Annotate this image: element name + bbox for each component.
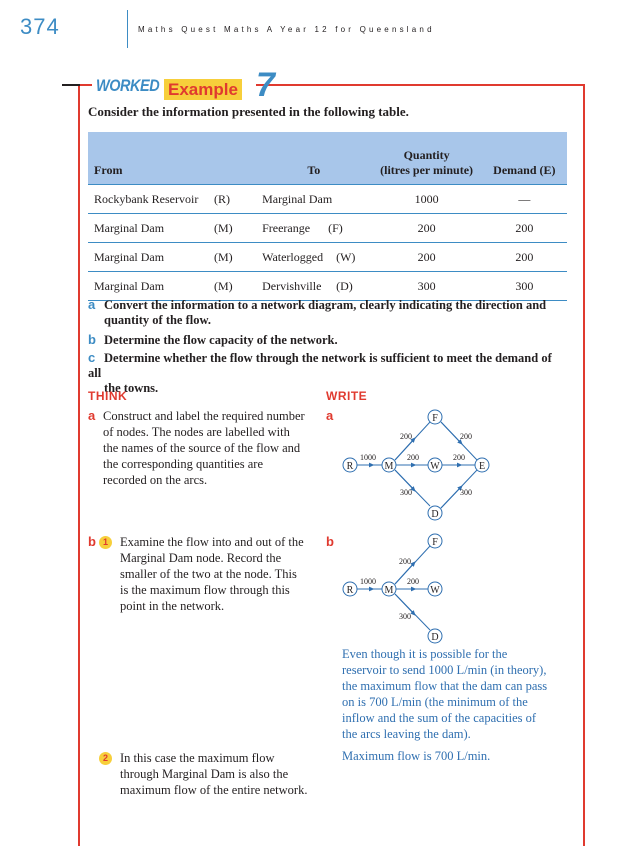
cell-to-code: (F): [328, 220, 343, 235]
node-label-r: R: [346, 461, 354, 472]
cell-demand: 200: [482, 214, 567, 243]
write-b-line: the arcs leaving the dam).: [342, 727, 471, 741]
cell-from: Marginal Dam: [88, 243, 208, 272]
header-divider: [127, 10, 128, 48]
cell-to-name: Waterlogged: [262, 249, 324, 264]
node-label-w: W: [430, 585, 440, 596]
write-b-line: Even though it is possible for the: [342, 647, 508, 661]
think-a-line: Construct and label the required number: [103, 409, 305, 423]
table-row: [88, 243, 567, 272]
step-1-badge: 1: [99, 536, 112, 549]
cell-quantity: 200: [371, 214, 481, 243]
think-b-letter: b: [88, 534, 96, 549]
think-a-line: of nodes. The nodes are labelled with: [103, 425, 290, 439]
header-quantity-line2: (litres per minute): [380, 163, 474, 177]
node-label-r: R: [346, 585, 354, 596]
node-label-e: E: [478, 461, 486, 472]
cell-demand: 200: [482, 243, 567, 272]
edge-label-mw: 200: [407, 577, 419, 586]
example-label: Example: [164, 79, 242, 100]
think-b1-line: Examine the flow into and out of the: [120, 535, 304, 549]
edge-label-mf: 200: [399, 557, 411, 566]
cell-to-name: Freerange: [262, 220, 311, 235]
cell-to: [256, 185, 371, 214]
intro-text: Consider the information presented in the following table.: [88, 104, 409, 119]
node-label-f: F: [432, 413, 438, 424]
think-b1-line: is the maximum flow through this: [120, 583, 290, 597]
think-a-line: the corresponding quantities are: [103, 457, 264, 471]
question-a: [88, 297, 568, 328]
cell-from: Rockybank Reservoir: [88, 185, 208, 214]
flow-table: [88, 132, 567, 301]
edge-label-de: 300: [460, 488, 472, 497]
cell-to: [256, 243, 371, 272]
question-text: Determine whether the flow through the network is sufficient to meet the demand of all: [88, 351, 552, 380]
cell-from-code: (R): [208, 185, 256, 214]
cell-from: Marginal Dam: [88, 214, 208, 243]
edge-label-mf: 200: [400, 432, 412, 441]
edge-label-md: 300: [399, 612, 411, 621]
node-label-d: D: [431, 509, 439, 520]
think-b-step2: [120, 750, 320, 798]
edge-label-mw: 200: [407, 453, 419, 462]
cell-quantity: 300: [371, 272, 481, 301]
write-a-letter: a: [326, 408, 334, 423]
cell-quantity: 200: [371, 243, 481, 272]
node-label-d: D: [431, 632, 439, 643]
think-b1-line: point in the network.: [120, 599, 225, 613]
edge-label-rm: 1000: [360, 577, 376, 586]
edge-fe-arrow: [441, 422, 461, 443]
cell-to-code: (D): [336, 278, 353, 293]
think-a-text: [103, 408, 318, 488]
edge-label-fe: 200: [460, 432, 472, 441]
question-b: [88, 332, 568, 348]
node-label-w: W: [430, 461, 440, 472]
think-b2-line: through Marginal Dam is also the: [120, 767, 289, 781]
edge-label-we: 200: [453, 453, 465, 462]
write-b-line: on is 700 L/min (the minimum of the: [342, 695, 528, 709]
table-row: [88, 214, 567, 243]
cell-to-name: Marginal Dam: [262, 191, 333, 206]
write-heading: WRITE: [326, 389, 368, 403]
frame-stub: [62, 84, 80, 86]
edge-md-arrow: [395, 594, 414, 614]
cell-from-code: (M): [208, 272, 256, 301]
cell-to-name: Dervishville: [262, 278, 322, 293]
node-label-m: M: [384, 461, 394, 472]
worked-label: WORKED: [96, 76, 160, 95]
think-b2-line: maximum flow of the entire network.: [120, 783, 308, 797]
question-letter: b: [88, 332, 96, 347]
cell-from: Marginal Dam: [88, 272, 208, 301]
question-text: Determine the flow capacity of the network.: [104, 333, 338, 347]
edge-label-rm: 1000: [360, 453, 376, 462]
cell-from-code: (M): [208, 243, 256, 272]
question-letter: c: [88, 350, 96, 365]
example-number: 7: [256, 66, 275, 104]
think-a-line: the names of the source of the flow and: [103, 441, 301, 455]
question-text: Convert the information to a network diagram, clearly indicating the direction and: [104, 298, 547, 312]
header-quantity: [371, 132, 481, 185]
write-b-line: reservoir to send 1000 L/min (in theory),: [342, 663, 547, 677]
page-number: 374: [20, 14, 60, 39]
write-b-line: the maximum flow that the dam can pass: [342, 679, 548, 693]
write-b-answer: Maximum flow is 700 L/min.: [342, 749, 491, 763]
book-title: Maths Quest Maths A Year 12 for Queensland: [138, 25, 435, 34]
header-from: From: [88, 132, 256, 185]
cell-demand: 300: [482, 272, 567, 301]
node-label-m: M: [384, 585, 394, 596]
think-b-step1: [120, 534, 320, 614]
think-b2-line: In this case the maximum flow: [120, 751, 275, 765]
cell-quantity: 1000: [371, 185, 481, 214]
think-b1-line: smaller of the two at the node. This: [120, 567, 297, 581]
node-label-f: F: [432, 537, 438, 548]
header-demand: Demand (E): [482, 132, 567, 185]
think-heading: THINK: [88, 389, 128, 403]
cell-demand: —: [482, 185, 567, 214]
write-b-explanation: [342, 646, 572, 742]
header-to: To: [256, 132, 371, 185]
think-a-line: recorded on the arcs.: [103, 473, 208, 487]
cell-to: [256, 214, 371, 243]
write-b-line: inflow and the sum of the capacities of: [342, 711, 537, 725]
cell-to-code: (W): [336, 249, 356, 264]
header-quantity-line1: Quantity: [403, 148, 450, 162]
table-header-row: [88, 132, 567, 185]
write-b-letter: b: [326, 534, 334, 549]
table-row: [88, 185, 567, 214]
edge-de-arrow: [441, 487, 461, 508]
think-a-letter: a: [88, 408, 96, 423]
cell-from-code: (M): [208, 214, 256, 243]
edge-md-arrow: [395, 470, 414, 490]
network-diagram-a: [330, 405, 500, 525]
network-diagram-b: [330, 530, 460, 645]
step-2-badge: 2: [99, 752, 112, 765]
edge-label-md: 300: [400, 488, 412, 497]
question-text-cont: quantity of the flow.: [104, 313, 211, 327]
question-text-cont: the towns.: [104, 381, 159, 395]
question-letter: a: [88, 297, 96, 312]
think-b1-line: Marginal Dam node. Record the: [120, 551, 282, 565]
